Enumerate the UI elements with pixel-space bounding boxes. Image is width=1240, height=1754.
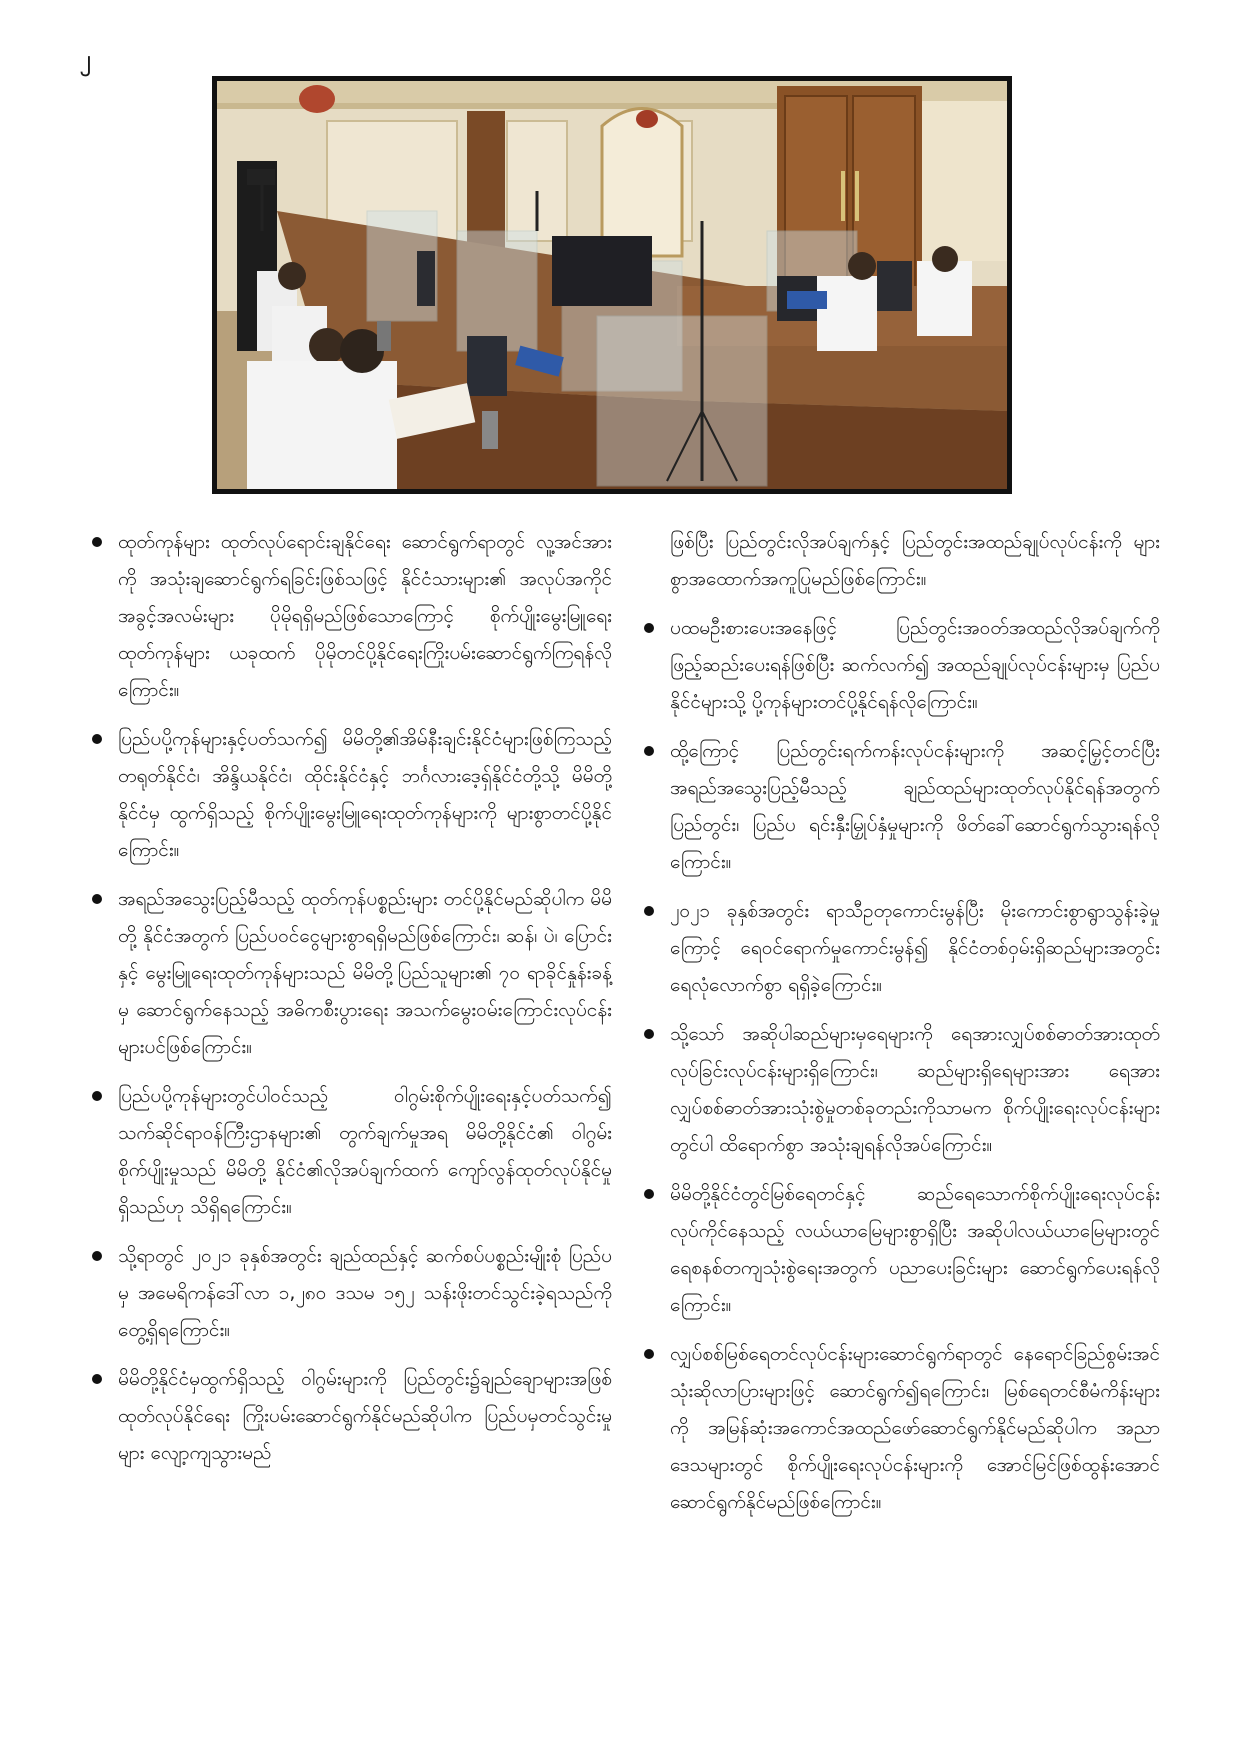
list-item: လျှပ်စစ်မြစ်ရေတင်လုပ်ငန်းများဆောင်ရွက်ရာတွင် နေရောင်ခြည်စွမ်းအင်သုံးဆိုလာပြားများဖြင့် ဆောင်ရွက်၍ရကြောင်း၊ မြစ်ရေတင်စီမံကိန်းများကို အမြန်ဆုံးအကောင်အထည်ဖော်ဆောင်ရွက်နိုင်မည်ဆိုပါက အညာဒေသများတွင် စိုက်ပျိုးရေးလုပ်ငန်းများကို အောင်မြင်ဖြစ်ထွန်းအောင် ဆောင်ရွက်နိုင်မည်ဖြစ်ကြောင်း။ — [642, 1336, 1160, 1521]
right-column — [642, 524, 1160, 1533]
list-item: ပြည်ပပို့ကုန်များတွင်ပါဝင်သည့် ဝါဂွမ်းစိုက်ပျိုးရေးနှင့်ပတ်သက်၍ သက်ဆိုင်ရာဝန်ကြီးဌာနများ၏ တွက်ချက်မှုအရ မိမိတို့နိုင်ငံ၏ ဝါဂွမ်းစိုက်ပျိုးမှုသည် မိမိတို့ နိုင်ငံ၏လိုအပ်ချက်ထက် ကျော်လွန်ထုတ်လုပ်နိုင်မှုရှိသည်ဟု သိရှိရကြောင်း။ — [90, 1078, 612, 1226]
left-bullet-list — [90, 524, 612, 1472]
right-bullet-list — [642, 610, 1160, 1521]
continuation-text: ဖြစ်ပြီး ပြည်တွင်းလိုအပ်ချက်နှင့် ပြည်တွင်းအထည်ချုပ်လုပ်ငန်းကို များစွာအထောက်အကူပြုမည်ဖြစ်ကြောင်း။ — [670, 531, 1160, 590]
list-item: ထုတ်ကုန်များ ထုတ်လုပ်ရောင်းချနိုင်ရေး ဆောင်ရွက်ရာတွင် လူ့အင်အားကို အသုံးချဆောင်ရွက်ရခြင်းဖြစ်သဖြင့် နိုင်ငံသားများ၏ အလုပ်အကိုင်အခွင့်အလမ်းများ ပိုမိုရရှိမည်ဖြစ်သောကြောင့် စိုက်ပျိုးမွေးမြူရေးထုတ်ကုန်များ ယခုထက် ပိုမိုတင်ပို့နိုင်ရေးကြိုးပမ်းဆောင်ရွက်ကြရန်လိုကြောင်း။ — [90, 524, 612, 709]
list-item: အရည်အသွေးပြည့်မီသည့် ထုတ်ကုန်ပစ္စည်းများ တင်ပို့နိုင်မည်ဆိုပါက မိမိတို့ နိုင်ငံအတွက် ပြည်ပဝင်ငွေများစွာရရှိမည်ဖြစ်ကြောင်း၊ ဆန်၊ ပဲ၊ ပြောင်းနှင့် မွေးမြူရေးထုတ်ကုန်များသည် မိမိတို့ပြည်သူများ၏ ၇၀ ရာခိုင်နှုန်းခန့်မှ ဆောင်ရွက်နေသည့် အဓိကစီးပွားရေး အသက်မွေးဝမ်းကြောင်းလုပ်ငန်းများပင်ဖြစ်ကြောင်း။ — [90, 881, 612, 1066]
list-item: ၂၀၂၁ ခုနှစ်အတွင်း ရာသီဥတုကောင်းမွန်ပြီး မိုးကောင်းစွာရွာသွန်းခဲ့မှုကြောင့် ရေဝင်ရောက်မှုကောင်းမွန်၍ နိုင်ငံတစ်ဝှမ်းရှိဆည်များအတွင်း ရေလုံလောက်စွာ ရရှိခဲ့ကြောင်း။ — [642, 893, 1160, 1004]
meeting-photo-icon — [217, 81, 1007, 489]
list-item: မိမိတို့နိုင်ငံမှထွက်ရှိသည့် ဝါဂွမ်းများကို ပြည်တွင်း၌ချည်ချောများအဖြစ် ထုတ်လုပ်နိုင်ရေး ကြိုးပမ်းဆောင်ရွက်နိုင်မည်ဆိုပါက ပြည်ပမှတင်သွင်းမှုများ လျော့ကျသွားမည် — [90, 1361, 612, 1472]
left-column — [90, 524, 612, 1484]
list-item: ထို့ကြောင့် ပြည်တွင်းရက်ကန်းလုပ်ငန်းများကို အဆင့်မြှင့်တင်ပြီး အရည်အသွေးပြည့်မီသည့် ချည်ထည်များထုတ်လုပ်နိုင်ရန်အတွက် ပြည်တွင်း၊ ပြည်ပ ရင်းနှီးမြှုပ်နှံမှုများကို ဖိတ်ခေါ်ဆောင်ရွက်သွားရန်လိုကြောင်း။ — [642, 733, 1160, 881]
list-item: ပြည်ပပို့ကုန်များနှင့်ပတ်သက်၍ မိမိတို့၏အိမ်နီးချင်းနိုင်ငံများဖြစ်ကြသည့် တရုတ်နိုင်ငံ၊ အိန္ဒိယနိုင်ငံ၊ ထိုင်းနိုင်ငံနှင့် ဘင်္ဂလားဒေ့ရှ်နိုင်ငံတို့သို့ မိမိတို့နိုင်ငံမှ ထွက်ရှိသည့် စိုက်ပျိုးမွေးမြူရေးထုတ်ကုန်များကို များစွာတင်ပို့နိုင်ကြောင်း။ — [90, 721, 612, 869]
page-number: ၂ — [80, 46, 91, 71]
meeting-photo — [212, 76, 1012, 494]
list-item: သို့သော် အဆိုပါဆည်များမှရေများကို ရေအားလျှပ်စစ်ဓာတ်အားထုတ်လုပ်ခြင်းလုပ်ငန်းများရှိကြောင်း၊ ဆည်များရှိရေများအား ရေအားလျှပ်စစ်ဓာတ်အားသုံးစွဲမှုတစ်ခုတည်းကိုသာမက စိုက်ပျိုးရေးလုပ်ငန်းများတွင်ပါ ထိရောက်စွာ အသုံးချရန်လိုအပ်ကြောင်း။ — [642, 1016, 1160, 1164]
list-item: သို့ရာတွင် ၂၀၂၁ ခုနှစ်အတွင်း ချည်ထည်နှင့် ဆက်စပ်ပစ္စည်းမျိုးစုံ ပြည်ပမှ အမေရိကန်ဒေါ်လာ ၁,၂၈၀ ဒသမ ၁၅၂ သန်းဖိုးတင်သွင်းခဲ့ရသည်ကို တွေ့ရှိရကြောင်း။ — [90, 1238, 612, 1349]
list-item: ပထမဦးစားပေးအနေဖြင့် ပြည်တွင်းအဝတ်အထည်လိုအပ်ချက်ကို ဖြည့်ဆည်းပေးရန်ဖြစ်ပြီး ဆက်လက်၍ အထည်ချုပ်လုပ်ငန်းများမှ ပြည်ပနိုင်ငံများသို့ ပို့ကုန်များတင်ပို့နိုင်ရန်လိုကြောင်း။ — [642, 610, 1160, 721]
list-item: မိမိတို့နိုင်ငံတွင်မြစ်ရေတင်နှင့် ဆည်ရေသောက်စိုက်ပျိုးရေးလုပ်ငန်းလုပ်ကိုင်နေသည့် လယ်ယာမြေများစွာရှိပြီး အဆိုပါလယ်ယာမြေများတွင် ရေစနစ်တကျသုံးစွဲရေးအတွက် ပညာပေးခြင်းများ ဆောင်ရွက်ပေးရန်လိုကြောင်း။ — [642, 1176, 1160, 1324]
